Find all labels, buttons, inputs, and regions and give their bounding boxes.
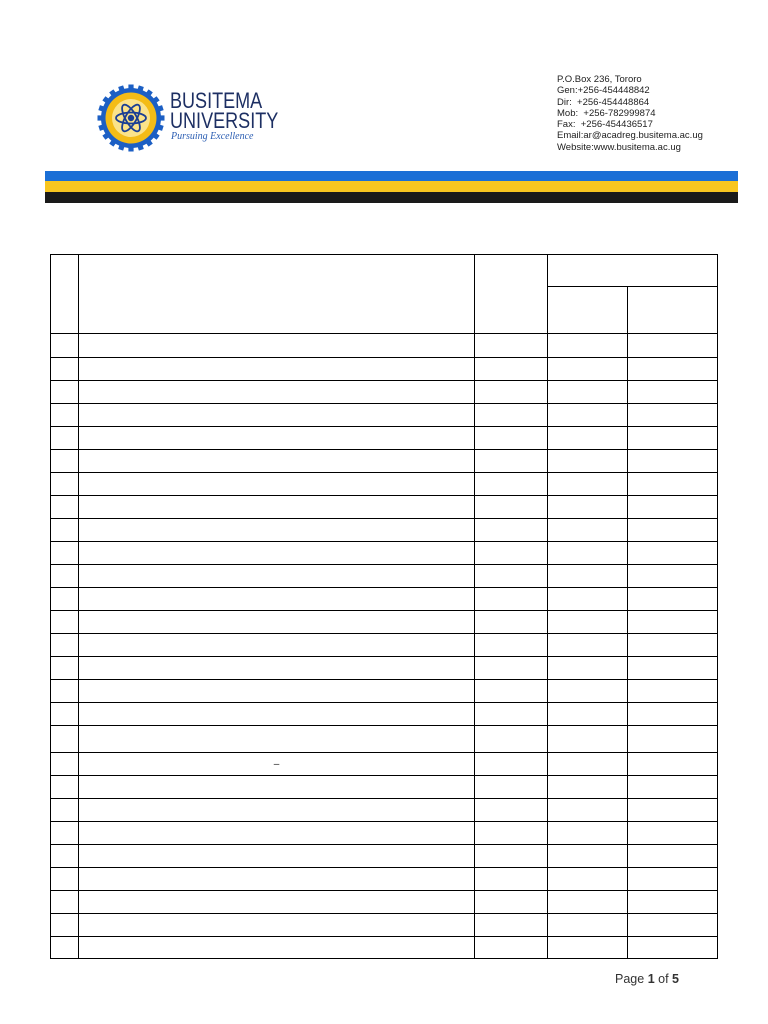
table-cell xyxy=(628,845,718,868)
table-cell xyxy=(548,496,628,519)
table-row xyxy=(51,937,718,959)
atom-nucleus xyxy=(128,115,134,121)
table-cell xyxy=(548,450,628,473)
table-cell xyxy=(475,473,548,496)
table-cell xyxy=(51,799,79,822)
table-cell xyxy=(628,334,718,358)
table-row xyxy=(51,542,718,565)
table-cell xyxy=(628,822,718,845)
table-row xyxy=(51,611,718,634)
table-cell xyxy=(79,868,475,891)
table-cell xyxy=(628,565,718,588)
table-cell xyxy=(475,427,548,450)
contact-mobile: Mob: +256-782999874 xyxy=(557,107,656,119)
table-cell xyxy=(475,680,548,703)
table-cell xyxy=(79,588,475,611)
table-cell xyxy=(79,611,475,634)
table-cell xyxy=(548,404,628,427)
table-cell xyxy=(79,891,475,914)
table-cell xyxy=(51,404,79,427)
table-cell xyxy=(79,565,475,588)
table-cell xyxy=(79,822,475,845)
table-cell xyxy=(628,891,718,914)
table-cell xyxy=(475,611,548,634)
table-cell xyxy=(628,753,718,776)
table-cell xyxy=(628,726,718,753)
table-cell xyxy=(628,427,718,450)
table-cell xyxy=(51,588,79,611)
table-cell xyxy=(51,657,79,680)
table-cell xyxy=(475,726,548,753)
header-cell-third xyxy=(475,255,548,334)
table-row xyxy=(51,657,718,680)
table-cell xyxy=(79,381,475,404)
table-cell xyxy=(548,845,628,868)
table-cell xyxy=(628,680,718,703)
table-cell xyxy=(628,496,718,519)
table-cell xyxy=(548,634,628,657)
table-cell xyxy=(51,358,79,381)
table-row xyxy=(51,845,718,868)
table-cell xyxy=(628,937,718,959)
table-row xyxy=(51,427,718,450)
table-cell xyxy=(79,937,475,959)
table-cell xyxy=(628,634,718,657)
table-cell xyxy=(475,914,548,937)
table-cell xyxy=(548,753,628,776)
table-cell xyxy=(51,611,79,634)
university-name-line2: UNIVERSITY xyxy=(170,108,279,133)
table-row xyxy=(51,822,718,845)
table-cell xyxy=(475,496,548,519)
university-motto: Pursuing Excellence xyxy=(171,131,254,142)
table-cell xyxy=(51,776,79,799)
table-cell: – xyxy=(79,753,475,776)
table-cell xyxy=(79,450,475,473)
table-cell xyxy=(51,726,79,753)
table-row xyxy=(51,753,718,776)
table-cell xyxy=(628,358,718,381)
table-row xyxy=(51,726,718,753)
table-cell xyxy=(475,822,548,845)
record-table xyxy=(50,254,718,959)
table-cell xyxy=(475,565,548,588)
table-cell xyxy=(628,542,718,565)
table-cell xyxy=(628,473,718,496)
table-cell xyxy=(475,937,548,959)
table-cell xyxy=(475,450,548,473)
table-cell xyxy=(548,868,628,891)
table-cell xyxy=(548,822,628,845)
table-cell xyxy=(51,914,79,937)
table-row xyxy=(51,703,718,726)
table-cell xyxy=(79,726,475,753)
table-cell xyxy=(51,891,79,914)
table-cell xyxy=(475,381,548,404)
table-cell xyxy=(628,868,718,891)
table-cell xyxy=(548,358,628,381)
table-cell xyxy=(548,776,628,799)
table-cell xyxy=(51,542,79,565)
table-cell xyxy=(51,822,79,845)
table-cell xyxy=(548,519,628,542)
header-cell-description xyxy=(79,255,475,334)
table-cell xyxy=(51,381,79,404)
table-cell xyxy=(548,680,628,703)
university-name-line1: BUSITEMA xyxy=(170,88,263,113)
table-cell xyxy=(79,404,475,427)
table-row xyxy=(51,799,718,822)
table-cell xyxy=(79,519,475,542)
table-cell xyxy=(475,334,548,358)
table-cell xyxy=(548,473,628,496)
table-cell xyxy=(79,542,475,565)
table-cell xyxy=(51,753,79,776)
page-of-label: of xyxy=(658,972,669,986)
table-cell xyxy=(475,753,548,776)
table-cell xyxy=(548,937,628,959)
table-cell xyxy=(51,427,79,450)
table-cell xyxy=(475,657,548,680)
table-cell xyxy=(51,634,79,657)
contact-general-phone: Gen:+256-454448842 xyxy=(557,85,650,97)
table-row xyxy=(51,914,718,937)
table-cell xyxy=(548,891,628,914)
table-row xyxy=(51,680,718,703)
table-cell xyxy=(51,845,79,868)
table-cell xyxy=(475,891,548,914)
table-cell xyxy=(475,634,548,657)
table-row xyxy=(51,404,718,427)
table-cell xyxy=(475,542,548,565)
table-cell xyxy=(548,334,628,358)
table-cell xyxy=(51,473,79,496)
table-cell xyxy=(79,634,475,657)
table-cell xyxy=(79,799,475,822)
table-cell xyxy=(79,703,475,726)
table-cell xyxy=(548,565,628,588)
contact-director-phone: Dir: +256-454448864 xyxy=(557,96,650,108)
busitema-crest-icon xyxy=(96,83,166,153)
table-cell xyxy=(51,565,79,588)
table-cell xyxy=(548,914,628,937)
table-cell xyxy=(548,799,628,822)
table-cell xyxy=(548,542,628,565)
table-cell xyxy=(475,404,548,427)
contact-info xyxy=(557,74,703,153)
table-row xyxy=(51,358,718,381)
page-label: Page xyxy=(615,972,645,986)
header-cell-number xyxy=(51,255,79,334)
table-cell xyxy=(548,381,628,404)
table-row xyxy=(51,450,718,473)
table-cell xyxy=(628,914,718,937)
table-cell xyxy=(79,496,475,519)
table-cell xyxy=(548,588,628,611)
table-cell xyxy=(475,703,548,726)
table-cell xyxy=(51,496,79,519)
table-row xyxy=(51,334,718,358)
table-cell xyxy=(79,776,475,799)
table-cell xyxy=(628,588,718,611)
table-cell xyxy=(628,799,718,822)
table-cell xyxy=(548,657,628,680)
table-cell xyxy=(79,473,475,496)
table-cell xyxy=(51,937,79,959)
table-cell xyxy=(548,611,628,634)
table-cell xyxy=(475,868,548,891)
table-cell xyxy=(548,726,628,753)
table-row xyxy=(51,588,718,611)
table-cell xyxy=(79,427,475,450)
table-cell xyxy=(475,358,548,381)
table-row xyxy=(51,473,718,496)
contact-fax: Fax: +256-454436517 xyxy=(557,119,653,131)
table-cell xyxy=(51,703,79,726)
table-cell xyxy=(475,799,548,822)
table-cell xyxy=(79,914,475,937)
band-black xyxy=(45,192,738,203)
table-cell xyxy=(475,519,548,542)
table-cell xyxy=(51,680,79,703)
page-footer xyxy=(615,972,679,987)
table-cell xyxy=(548,427,628,450)
contact-website: Website:www.busitema.ac.ug xyxy=(557,141,681,153)
table-cell xyxy=(51,519,79,542)
table-row xyxy=(51,634,718,657)
header-subcell-right xyxy=(628,287,718,334)
table-cell xyxy=(79,680,475,703)
table-cell xyxy=(628,519,718,542)
table-cell xyxy=(475,588,548,611)
table-cell xyxy=(548,703,628,726)
table-cell xyxy=(51,450,79,473)
table-row xyxy=(51,496,718,519)
table-cell xyxy=(475,776,548,799)
page-total: 5 xyxy=(672,972,679,986)
table-cell xyxy=(475,845,548,868)
table-cell xyxy=(628,611,718,634)
table-cell xyxy=(51,334,79,358)
band-yellow xyxy=(45,181,738,192)
table-row xyxy=(51,868,718,891)
table-row xyxy=(51,519,718,542)
table-cell xyxy=(628,657,718,680)
table-cell xyxy=(51,868,79,891)
table-cell xyxy=(79,845,475,868)
table-row xyxy=(51,891,718,914)
header-group-cell xyxy=(548,255,718,287)
table-cell xyxy=(628,381,718,404)
table-row xyxy=(51,565,718,588)
table-row xyxy=(51,776,718,799)
header-subcell-left xyxy=(548,287,628,334)
table-cell xyxy=(628,450,718,473)
contact-address: P.O.Box 236, Tororo xyxy=(557,74,642,85)
table-row xyxy=(51,381,718,404)
table-cell xyxy=(79,358,475,381)
table-cell xyxy=(79,334,475,358)
band-blue xyxy=(45,171,738,181)
page-number: 1 xyxy=(647,972,655,986)
contact-email: Email:ar@acadreg.busitema.ac.ug xyxy=(557,130,703,142)
table-cell xyxy=(628,703,718,726)
table-cell xyxy=(628,404,718,427)
table-cell xyxy=(79,657,475,680)
table-cell xyxy=(628,776,718,799)
